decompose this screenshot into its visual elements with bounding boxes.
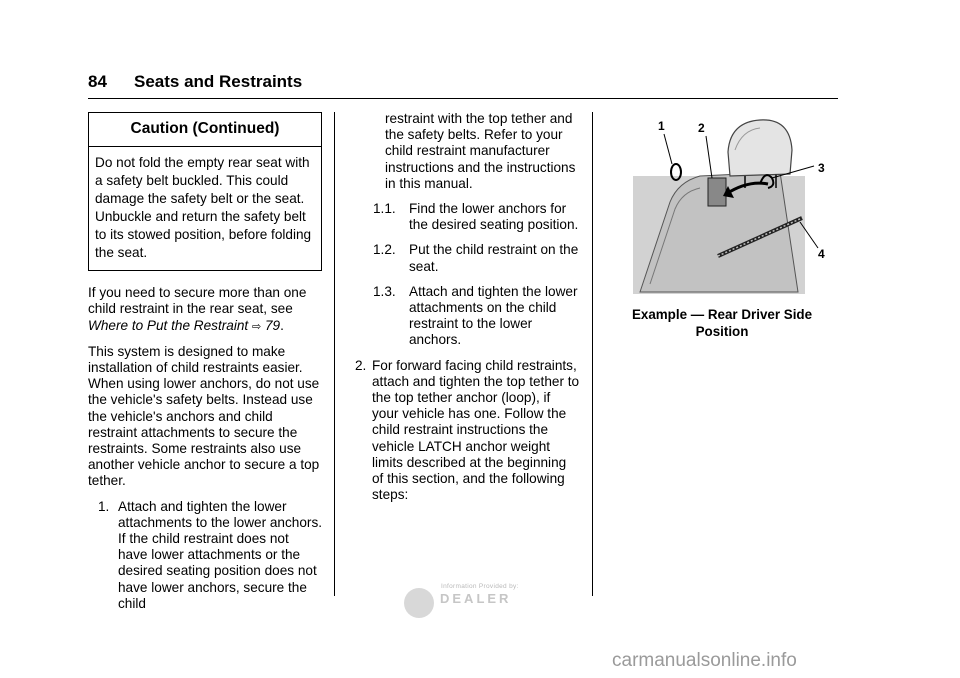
substep-number: 1.1.: [373, 201, 396, 217]
step-2: [355, 358, 580, 504]
substep-text: Find the lower anchors for the desired seating position.: [409, 201, 579, 233]
tether-strap: [708, 178, 726, 206]
column-left: [88, 112, 322, 612]
watermark-small-text: Information Provided by:: [441, 583, 519, 590]
substep-1-2: [355, 242, 580, 274]
paragraph-system-description: This system is designed to make installation of child restraints easier. When using lower anchors, do not use the vehicle's safety belts. Instead use the vehicle's anchors and child restraint attachments to secure the restraints. Some restraints also use another vehicle anchor to secure a top tether.: [88, 343, 320, 489]
caution-title: Caution (Continued): [89, 113, 321, 147]
callout-line-1: [664, 134, 672, 164]
step-1: [88, 499, 322, 612]
dealer-logo-icon: [404, 588, 434, 618]
seat-illustration: [630, 114, 840, 296]
dealer-watermark: [404, 582, 549, 620]
substep-1-1: [355, 201, 580, 233]
callout-4: 4: [818, 247, 825, 261]
callout-2: 2: [698, 121, 705, 135]
paragraph-text: If you need to secure more than one child restraint in the rear seat, see: [88, 285, 307, 317]
substep-text: Put the child restraint on the seat.: [409, 242, 579, 274]
column-divider-1: [334, 112, 335, 596]
column-middle: [355, 111, 580, 503]
section-title: Seats and Restraints: [134, 72, 303, 91]
watermark-big-text: DEALER: [440, 591, 512, 606]
callout-3: 3: [818, 161, 825, 175]
step-number: 2.: [355, 357, 367, 373]
header-rule: [88, 98, 838, 99]
substep-text: Attach and tighten the lower attachments on the child restraint to the lower anchors.: [409, 283, 578, 348]
step-1-continuation: restraint with the top tether and the safety belts. Refer to your child restraint manufacturer instructions and the instructions in this manual.: [385, 111, 576, 191]
caption-line-2: Position: [695, 324, 749, 339]
caution-box: [88, 112, 322, 271]
caption-line-1: Example — Rear Driver Side: [631, 307, 813, 322]
substep-number: 1.2.: [373, 242, 396, 258]
page-header: [88, 72, 302, 92]
callout-line-2: [706, 136, 712, 178]
figure-caption: [612, 306, 832, 340]
page-number: 84: [88, 72, 107, 91]
seat-diagram-svg: [630, 114, 840, 296]
step-text: Attach and tighten the lower attachments to the lower anchors. If the child restraint does not have lower attachments or the desired seating position does not have lower anchors, secure the child: [118, 498, 323, 611]
page-reference-icon: ⇨: [251, 320, 262, 333]
paragraph-multiple-restraints: [88, 285, 322, 335]
page-reference[interactable]: 79: [264, 317, 281, 333]
substep-number: 1.3.: [373, 283, 396, 299]
column-divider-2: [592, 112, 593, 596]
step-number: 1.: [98, 498, 110, 514]
footer-site: carmanualsonline.info: [612, 650, 797, 671]
substep-1-3: [355, 284, 580, 349]
callout-1: 1: [658, 119, 665, 133]
period: .: [280, 317, 284, 333]
step-text: For forward facing child restraints, attach and tighten the top tether to the top tether anchor (loop), if your vehicle has one. Follow the child restraint instructions the vehicle LATCH anchor weight limits described at the beginning of this section, and the following steps:: [372, 357, 580, 503]
caution-text: Do not fold the empty rear seat with a safety belt buckled. This could damage the safety belt or the seat. Unbuckle and return the safety belt to its stowed position, before folding the seat.: [95, 155, 312, 261]
cross-reference-link[interactable]: Where to Put the Restraint: [88, 317, 249, 333]
